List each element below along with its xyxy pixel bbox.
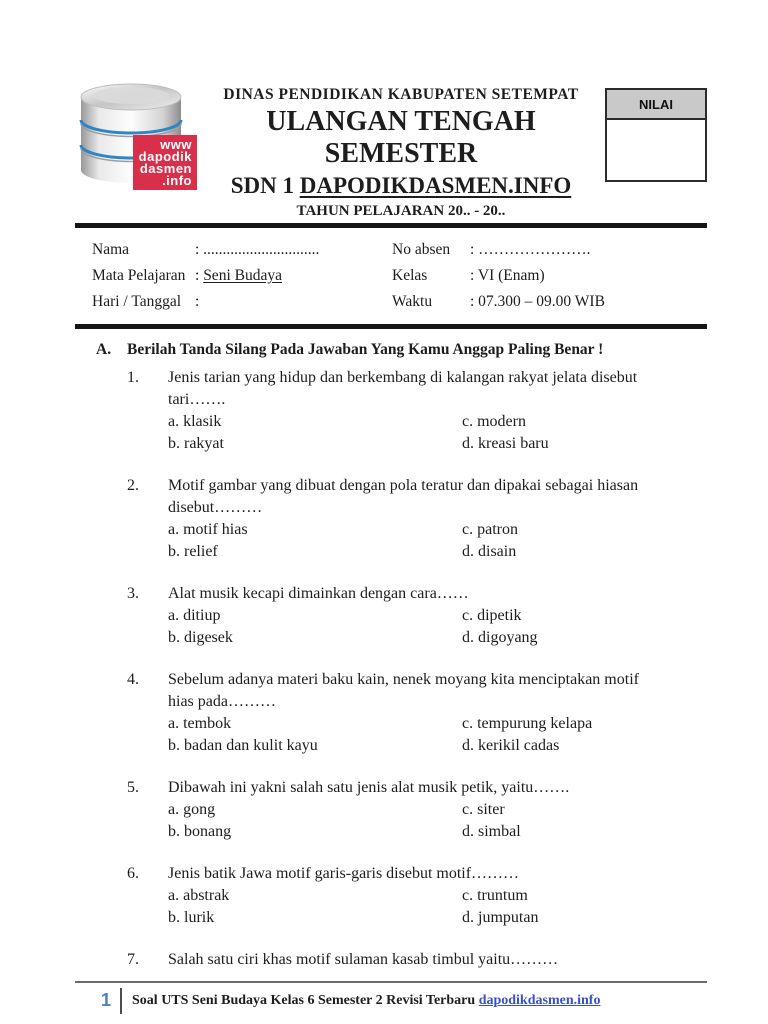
option-b: b. bonang xyxy=(168,823,232,840)
student-info-left-column xyxy=(92,237,392,315)
student-info-section xyxy=(75,228,707,321)
info-row-mata-pelajaran xyxy=(92,263,392,289)
question-4 xyxy=(127,669,707,757)
nama-value: : .............................. xyxy=(195,241,320,258)
footer-text xyxy=(132,993,600,1009)
mata-pelajaran-value: Seni Budaya xyxy=(203,267,282,284)
school-logo xyxy=(75,82,197,188)
question-body xyxy=(168,475,707,563)
page-number: 1 xyxy=(101,990,112,1010)
section-a-letter: A. xyxy=(96,341,112,358)
footer-divider xyxy=(120,988,122,1014)
score-box-empty-cell xyxy=(607,120,705,180)
info-row-waktu xyxy=(392,289,707,315)
option-d: d. kreasi baru xyxy=(462,435,549,452)
hari-tanggal-value: : xyxy=(195,293,200,310)
question-body xyxy=(168,777,707,843)
question-body xyxy=(168,367,707,455)
nama-label: Nama xyxy=(92,241,130,258)
page-footer xyxy=(75,981,707,1015)
question-options xyxy=(168,713,707,757)
mata-pelajaran-colon: : xyxy=(195,267,204,284)
question-body xyxy=(168,863,707,929)
question-5 xyxy=(127,777,707,843)
question-body xyxy=(168,669,707,757)
waktu-label: Waktu xyxy=(392,293,433,310)
logo-brand-label xyxy=(133,135,197,190)
option-b: b. digesek xyxy=(168,629,233,646)
question-text: Salah satu ciri khas motif sulaman kasab timbul yaitu……… xyxy=(168,951,559,968)
question-body xyxy=(168,949,707,971)
kelas-label: Kelas xyxy=(392,267,428,284)
logo-label-line: dapodik xyxy=(138,149,192,164)
question-text: Dibawah ini yakni salah satu jenis alat musik petik, yaitu……. xyxy=(168,779,570,796)
question-7 xyxy=(127,949,707,971)
option-c: c. dipetik xyxy=(462,607,522,624)
option-c: c. modern xyxy=(462,413,526,430)
document-content xyxy=(75,0,707,1015)
option-c: c. patron xyxy=(462,521,518,538)
option-a: a. gong xyxy=(168,801,216,818)
document-header xyxy=(75,82,707,220)
option-a: a. klasik xyxy=(168,413,222,430)
option-c: c. tempurung kelapa xyxy=(462,715,593,732)
question-list xyxy=(75,367,707,971)
question-number: 6. xyxy=(127,865,139,882)
question-6 xyxy=(127,863,707,929)
question-text: Jenis batik Jawa motif garis-garis disebut motif……… xyxy=(168,865,520,882)
question-number: 7. xyxy=(127,951,139,968)
option-a: a. tembok xyxy=(168,715,232,732)
question-options xyxy=(168,885,707,929)
school-name xyxy=(197,173,605,199)
section-a-instruction: Berilah Tanda Silang Pada Jawaban Yang Kamu Anggap Paling Benar ! xyxy=(127,341,604,358)
option-d: d. kerikil cadas xyxy=(462,737,560,754)
exam-title: ULANGAN TENGAH SEMESTER xyxy=(266,106,536,169)
info-divider-rule xyxy=(75,324,707,329)
info-row-kelas xyxy=(392,263,707,289)
question-number: 5. xyxy=(127,779,139,796)
option-d: d. simbal xyxy=(462,823,521,840)
option-c: c. siter xyxy=(462,801,505,818)
info-row-hari-tanggal xyxy=(92,289,392,315)
no-absen-label: No absen xyxy=(392,241,451,258)
option-b: b. lurik xyxy=(168,909,215,926)
student-info-right-column xyxy=(392,237,707,315)
score-box xyxy=(605,88,707,182)
option-d: d. digoyang xyxy=(462,629,538,646)
question-options xyxy=(168,519,707,563)
mata-pelajaran-label: Mata Pelajaran xyxy=(92,267,186,284)
kelas-value: : VI (Enam) xyxy=(470,267,545,284)
school-name-prefix: SDN 1 xyxy=(230,173,300,198)
score-box-label: NILAI xyxy=(607,90,705,120)
footer-text-label: Soal UTS Seni Budaya Kelas 6 Semester 2 Revisi Terbaru xyxy=(132,992,479,1008)
question-number: 4. xyxy=(127,671,139,688)
question-number: 3. xyxy=(127,585,139,602)
logo-label-line: www xyxy=(160,137,192,152)
academic-year: TAHUN PELAJARAN 20.. - 20.. xyxy=(296,203,506,219)
school-name-underlined: DAPODIKDASMEN.INFO xyxy=(299,173,572,198)
info-row-nama xyxy=(92,237,392,263)
option-a: a. ditiup xyxy=(168,607,221,624)
header-title-block xyxy=(197,82,605,220)
question-1 xyxy=(127,367,707,455)
option-d: d. disain xyxy=(462,543,517,560)
question-options xyxy=(168,411,707,455)
logo-label-line: dasmen xyxy=(139,161,192,176)
option-a: a. motif hias xyxy=(168,521,248,538)
question-number: 2. xyxy=(127,477,139,494)
question-number: 1. xyxy=(127,369,139,386)
question-body xyxy=(168,583,707,649)
question-text: Sebelum adanya materi baku kain, nenek moyang kita menciptakan motif hias pada……… xyxy=(168,671,639,710)
question-text: Alat musik kecapi dimainkan dengan cara…… xyxy=(168,585,469,602)
info-row-no-absen xyxy=(392,237,707,263)
logo-label-line: .info xyxy=(162,173,192,188)
option-d: d. jumputan xyxy=(462,909,539,926)
hari-tanggal-label: Hari / Tanggal xyxy=(92,293,182,310)
question-text: Motif gambar yang dibuat dengan pola teratur dan dipakai sebagai hiasan disebut……… xyxy=(168,477,639,516)
question-options xyxy=(168,799,707,843)
option-b: b. relief xyxy=(168,543,218,560)
department-name: DINAS PENDIDIKAN KABUPATEN SETEMPAT xyxy=(223,86,579,103)
option-b: b. rakyat xyxy=(168,435,224,452)
question-3 xyxy=(127,583,707,649)
no-absen-value: : …………………. xyxy=(470,241,591,258)
footer-link[interactable]: dapodikdasmen.info xyxy=(478,992,601,1008)
question-options xyxy=(168,605,707,649)
question-text: Jenis tarian yang hidup dan berkembang di kalangan rakyat jelata disebut tari……. xyxy=(168,369,638,408)
waktu-value: : 07.300 – 09.00 WIB xyxy=(470,293,605,310)
option-c: c. truntum xyxy=(462,887,528,904)
option-b: b. badan dan kulit kayu xyxy=(168,737,318,754)
question-2 xyxy=(127,475,707,563)
section-a-heading xyxy=(75,341,707,359)
option-a: a. abstrak xyxy=(168,887,230,904)
